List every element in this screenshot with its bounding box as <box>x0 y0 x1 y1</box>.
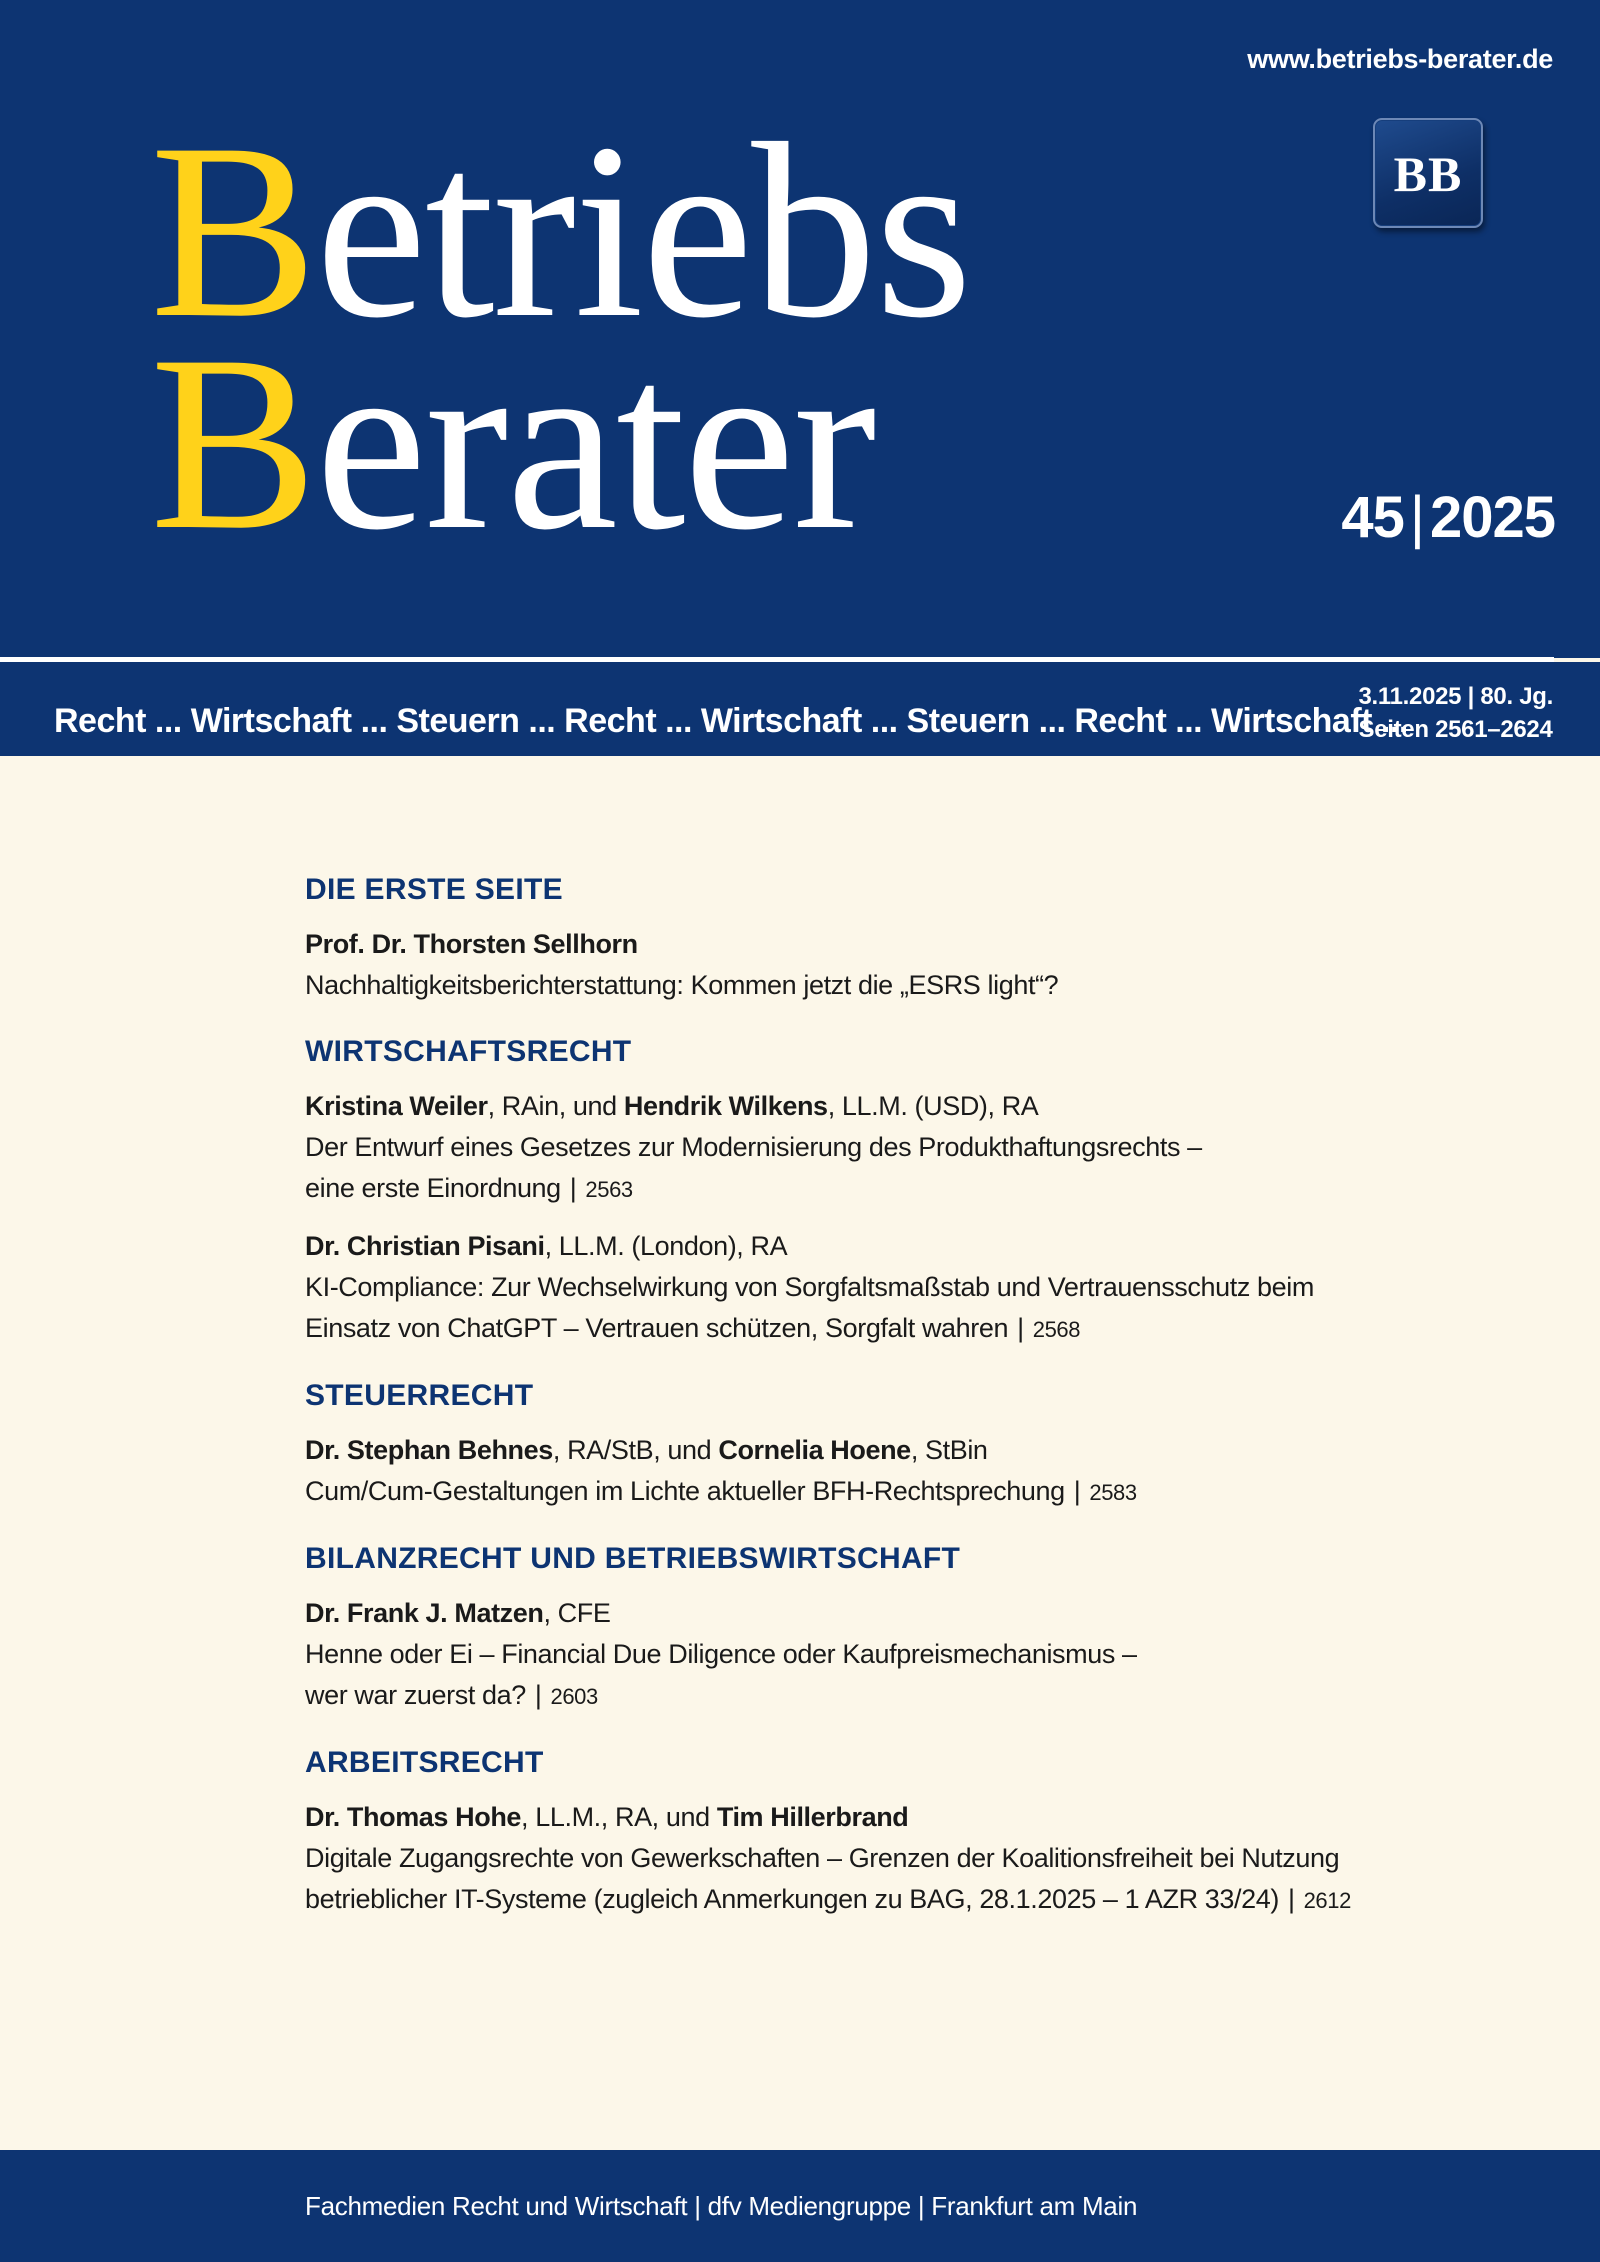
page-number: 2568 <box>1032 1317 1081 1342</box>
author-name: Tim Hillerbrand <box>716 1802 909 1832</box>
issue-pages: Seiten 2561–2624 <box>1358 716 1553 743</box>
page-number: 2563 <box>585 1177 633 1202</box>
issue-separator: | <box>1409 485 1424 550</box>
author-name: Hendrik Wilkens <box>623 1091 828 1121</box>
toc-section <box>305 1376 1555 1513</box>
article-title-line <box>305 1127 1555 1168</box>
page-number: 2603 <box>550 1684 598 1709</box>
section-title: DIE ERSTE SEITE <box>305 873 563 906</box>
article-title-line <box>305 1675 1555 1717</box>
article-title-text: Digitale Zugangsrechte von Gewerkschaften – Grenzen der Koalitionsfreiheit bei Nutzung <box>305 1843 1340 1873</box>
toc-entry[interactable] <box>305 1797 1555 1921</box>
article-title-line <box>305 1634 1555 1675</box>
section-title: STEUERRECHT <box>305 1379 534 1412</box>
article-title <box>305 1838 1555 1921</box>
article-title-text: wer war zuerst da? <box>305 1680 526 1710</box>
toc-section <box>305 870 1555 1006</box>
article-title-text: KI-Compliance: Zur Wechselwirkung von Sorgfaltsmaßstab und Vertrauensschutz beim <box>305 1272 1314 1302</box>
toc-entry[interactable] <box>305 1226 1555 1350</box>
author-name: Dr. Stephan Behnes <box>305 1435 553 1465</box>
article-title-text: Nachhaltigkeitsberichterstattung: Kommen jetzt die „ESRS light“? <box>305 970 1059 1000</box>
toc-entry[interactable] <box>305 1430 1555 1513</box>
author-credentials: , RA/StB, und <box>552 1435 719 1465</box>
table-of-contents <box>305 870 1555 1947</box>
issue-number <box>1341 484 1555 551</box>
article-title-line <box>305 965 1555 1006</box>
author-name: Dr. Frank J. Matzen <box>305 1598 544 1628</box>
title-initial-1: B <box>150 92 316 370</box>
article-title-line <box>305 1168 1555 1210</box>
article-title-text: eine erste Einordnung <box>305 1173 561 1203</box>
article-authors <box>305 1430 1555 1471</box>
article-title <box>305 1634 1555 1717</box>
author-credentials: , CFE <box>543 1598 611 1628</box>
article-authors <box>305 1797 1555 1838</box>
author-credentials: , LL.M., RA, und <box>521 1802 717 1832</box>
bb-logo-badge <box>1373 118 1483 228</box>
publisher-line: Fachmedien Recht und Wirtschaft | dfv Mediengruppe | Frankfurt am Main <box>305 2191 1138 2221</box>
tagline: Recht ... Wirtschaft ... Steuern ... Recht ... Wirtschaft ... Steuern ... Recht ... Wirtschaft ... <box>54 702 1408 740</box>
title-rest-2: erater <box>315 304 875 582</box>
journal-title-line-2 <box>150 304 875 582</box>
article-title-line <box>305 1471 1555 1513</box>
page-separator: | <box>1073 1476 1081 1506</box>
article-title <box>305 965 1555 1006</box>
issue-date-block <box>1358 680 1553 746</box>
author-name: Dr. Christian Pisani <box>305 1231 545 1261</box>
toc-section <box>305 1539 1555 1717</box>
page-separator: | <box>1287 1884 1295 1914</box>
page-separator: | <box>1017 1313 1024 1343</box>
issue-date: 3.11.2025 | 80. Jg. <box>1358 683 1553 710</box>
issue-no: 45 <box>1341 485 1404 550</box>
page-separator: | <box>569 1173 577 1203</box>
article-title-text: betrieblicher IT-Systeme (zugleich Anmerkungen zu BAG, 28.1.2025 – 1 AZR 33/24) <box>305 1884 1279 1914</box>
section-title: ARBEITSRECHT <box>305 1746 544 1779</box>
article-authors <box>305 924 1555 965</box>
article-title-text: Cum/Cum-Gestaltungen im Lichte aktueller BFH-Rechtsprechung <box>305 1476 1065 1506</box>
article-title-line <box>305 1838 1555 1879</box>
author-name: Prof. Dr. Thorsten Sellhorn <box>305 929 638 959</box>
author-name: Dr. Thomas Hohe <box>305 1802 522 1832</box>
article-title-line <box>305 1267 1555 1308</box>
author-credentials: , LL.M. (USD), RA <box>827 1091 1039 1121</box>
page-number: 2612 <box>1303 1888 1351 1913</box>
article-title-line <box>305 1308 1555 1350</box>
author-name: Cornelia Hoene <box>718 1435 911 1465</box>
article-title-text: Einsatz von ChatGPT – Vertrauen schützen, Sorgfalt wahren <box>305 1313 1009 1343</box>
toc-entry[interactable] <box>305 924 1555 1006</box>
article-title <box>305 1127 1555 1210</box>
page-separator: | <box>534 1680 542 1710</box>
article-authors <box>305 1226 1555 1267</box>
article-authors <box>305 1086 1555 1127</box>
article-authors <box>305 1593 1555 1634</box>
article-title-text: Der Entwurf eines Gesetzes zur Modernisierung des Produkthaftungsrechts – <box>305 1132 1202 1162</box>
website-url[interactable]: www.betriebs-berater.de <box>1247 44 1553 74</box>
title-initial-2: B <box>150 304 316 582</box>
author-name: Kristina Weiler <box>305 1091 488 1121</box>
section-title: WIRTSCHAFTSRECHT <box>305 1035 632 1068</box>
section-title: BILANZRECHT UND BETRIEBSWIRTSCHAFT <box>305 1542 961 1575</box>
toc-section <box>305 1743 1555 1921</box>
toc-entry[interactable] <box>305 1086 1555 1210</box>
page-number: 2583 <box>1089 1480 1137 1505</box>
toc-entry[interactable] <box>305 1593 1555 1717</box>
bb-logo-text: BB <box>1393 146 1463 202</box>
article-title <box>305 1471 1555 1513</box>
author-credentials: , RAin, und <box>487 1091 624 1121</box>
article-title-line <box>305 1879 1555 1921</box>
toc-section <box>305 1032 1555 1350</box>
issue-year: 2025 <box>1429 485 1555 550</box>
title-rest-1: etriebs <box>315 92 971 370</box>
article-title <box>305 1267 1555 1350</box>
author-credentials: , StBin <box>910 1435 988 1465</box>
article-title-text: Henne oder Ei – Financial Due Diligence oder Kaufpreismechanismus – <box>305 1639 1137 1669</box>
author-credentials: , LL.M. (London), RA <box>544 1231 788 1261</box>
